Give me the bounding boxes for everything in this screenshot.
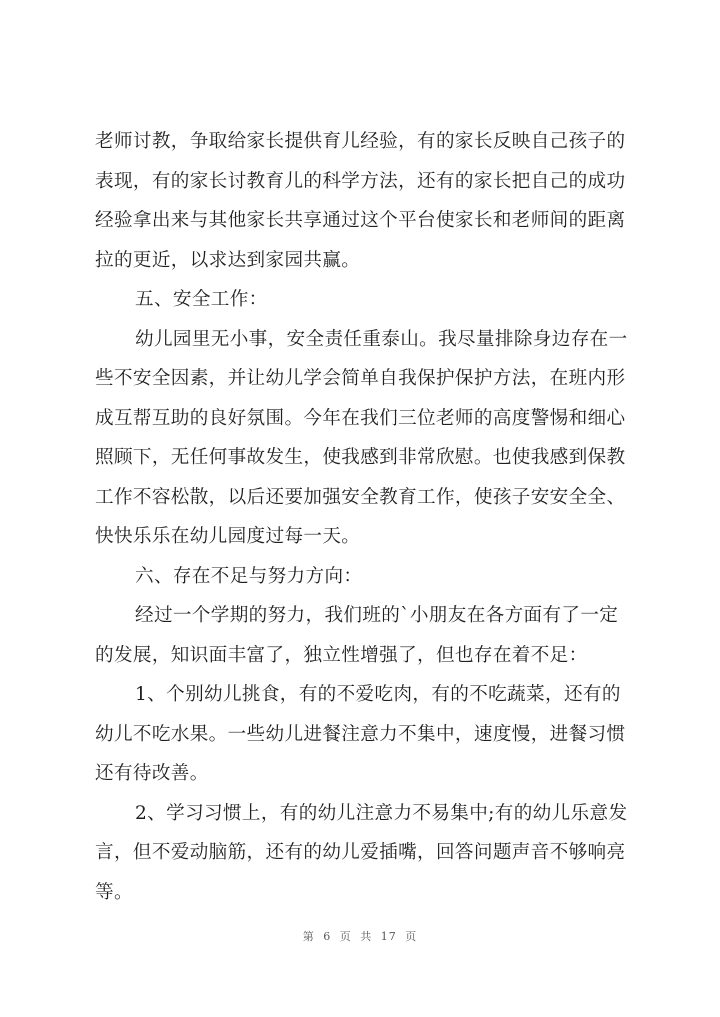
text-line: 快快乐乐在幼儿园度过每一天。	[95, 526, 361, 547]
text-line: 照顾下，无任何事故发生，使我感到非常欣慰。也使我感到保教	[95, 447, 626, 468]
text-line: 幼儿园里无小事，安全责任重泰山。我尽量排除身边存在一	[135, 328, 628, 350]
text-line: 还有待改善。	[95, 763, 209, 784]
list-item-text: 1、个别幼儿挑食，有的不爱吃肉，有的不吃蔬菜，还有的	[135, 684, 621, 705]
text-line: 经验拿出来与其他家长共享通过这个平台使家长和老师间的距离	[95, 210, 626, 231]
body-text	[95, 122, 640, 912]
text-line: 经过一个学期的努力，我们班的`小朋友在各方面有了一定	[135, 605, 619, 626]
text-line: 些不安全因素，并让幼儿学会简单自我保护保护方法，在班内形	[95, 368, 626, 389]
section-heading: 六、存在不足与努力方向：	[135, 565, 363, 587]
list-item-text: 2、学习习惯上，有的幼儿注意力不易集中;有的幼儿乐意发	[135, 802, 628, 824]
text-line: 幼儿不吃水果。一些幼儿进餐注意力不集中，速度慢，进餐习惯	[95, 723, 626, 745]
text-line: 老师讨教，争取给家长提供育儿经验，有的家长反映自己孩子的	[95, 131, 626, 152]
page-number-footer: 第 6 页 共 17 页	[302, 930, 418, 943]
text-line: 工作不容松散，以后还要加强安全教育工作，使孩子安安全全、	[95, 486, 626, 508]
text-line: 言，但不爱动脑筋，还有的幼儿爱插嘴，回答问题声音不够响亮	[95, 842, 626, 863]
text-line: 等。	[95, 881, 133, 903]
section-heading: 五、安全工作：	[135, 289, 268, 310]
text-line: 的发展，知识面丰富了，独立性增强了，但也存在着不足：	[95, 644, 588, 666]
text-line: 拉的更近，以求达到家园共赢。	[95, 249, 361, 271]
text-line: 成互帮互助的良好氛围。今年在我们三位老师的高度警惕和细心	[95, 407, 626, 429]
text-line: 表现，有的家长讨教育儿的科学方法，还有的家长把自己的成功	[95, 170, 626, 192]
